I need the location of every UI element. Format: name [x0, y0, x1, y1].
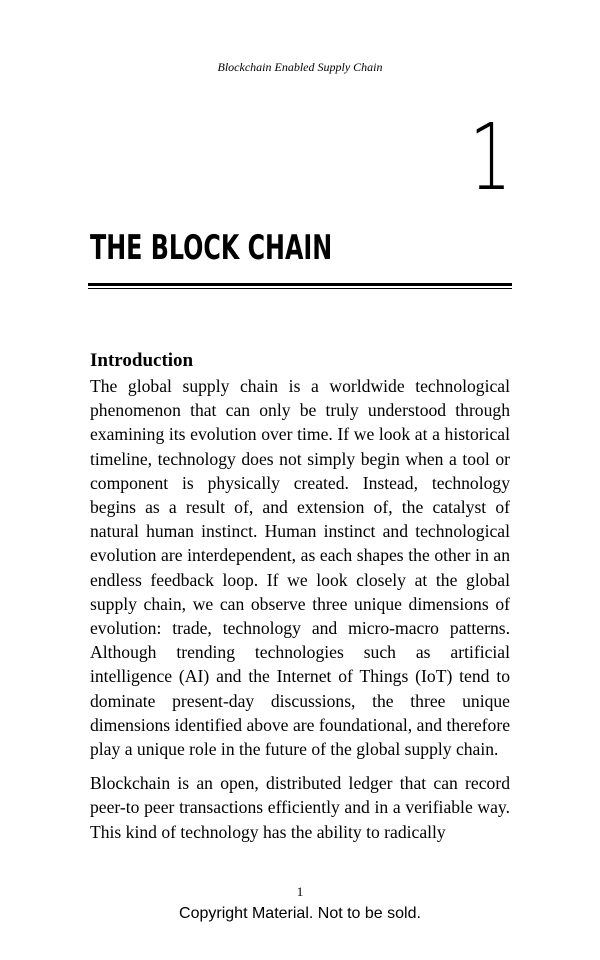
chapter-number: 1 — [469, 104, 512, 211]
chapter-body — [90, 348, 510, 844]
running-header: Blockchain Enabled Supply Chain — [217, 60, 383, 74]
copyright-notice: Copyright Material. Not to be sold. — [179, 905, 421, 922]
paragraph: Blockchain is an open, distributed ledger that can record peer-to peer transactions efficiently and in a verifiable way. This kind of technology has the ability to radically — [90, 773, 510, 842]
title-rule-thin — [88, 288, 512, 289]
paragraph: The global supply chain is a worldwide technological phenomenon that can only be truly understood through examining its evolution over time. If we look at a historical timeline, technology does not simply begin when a tool or component is physically created. Instead, technology begins as a result of, and extension of, the catalyst of natural human instinct. Human instinct and technological evolution are interdependent, as each shapes the other in an endless feedback loop. If we look closely at the global supply chain, we can observe three unique dimensions of evolution: trade, technology and micro-macro patterns. Although trending technologies such as artificial intelligence (AI) and the Internet of Things (IoT) tend to dominate present-day discussions, the three unique dimensions identified above are foundational, and therefore play a unique role in the future of the global supply chain. — [90, 376, 510, 760]
chapter-title: THE BLOCK CHAIN — [90, 228, 333, 268]
page-number: 1 — [296, 884, 304, 899]
section-heading: Introduction — [90, 350, 194, 371]
title-rule-thick — [88, 283, 512, 286]
